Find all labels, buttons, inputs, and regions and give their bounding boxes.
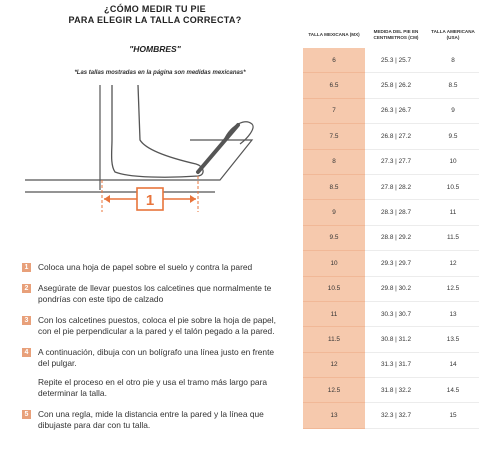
cell-mx: 12: [303, 353, 365, 378]
cell-us: 10.5: [427, 175, 479, 200]
cell-mx: 13: [303, 403, 365, 428]
step-3: [22, 315, 278, 337]
step-text: A continuación, dibuja con un bolígrafo una línea justo en frente del pulgar.: [38, 347, 275, 368]
cell-mx: 6: [303, 48, 365, 73]
cell-us: 11.5: [427, 226, 479, 251]
header-us: TALLA AMERICANA (USA): [431, 29, 475, 40]
table-row: [303, 302, 479, 327]
table-row: [303, 226, 479, 251]
step-number-badge: 2: [22, 284, 31, 293]
cell-us: 10: [427, 150, 479, 175]
cell-cm: 28.8 | 29.2: [365, 226, 427, 251]
size-table: [303, 22, 479, 429]
step-text: Con los calcetines puestos, coloca el pie sobre la hoja de papel, con el pie perpendicular a la pared y el talón pegado a la pared.: [38, 315, 276, 336]
table-row: [303, 150, 479, 175]
size-note: *Las tallas mostradas en la página son medidas mexicanas*: [74, 70, 246, 76]
leg-foot: [112, 85, 203, 177]
step-4: [22, 347, 278, 369]
cell-us: 15: [427, 403, 479, 428]
ruler-number: 1: [145, 192, 155, 209]
cell-us: 8.5: [427, 73, 479, 98]
cell-us: 9: [427, 99, 479, 124]
cell-mx: 12.5: [303, 378, 365, 403]
page-subtitle: "HOMBRES": [129, 44, 181, 54]
title-line-2: PARA ELEGIR LA TALLA CORRECTA?: [68, 15, 242, 25]
arrow-head-right: [190, 195, 196, 203]
cell-cm: 30.3 | 30.7: [365, 302, 427, 327]
cell-cm: 28.3 | 28.7: [365, 200, 427, 225]
table-row: [303, 48, 479, 73]
table-row: [303, 73, 479, 98]
step-number-badge: 4: [22, 348, 31, 357]
cell-cm: 31.8 | 32.2: [365, 378, 427, 403]
cell-mx: 9: [303, 200, 365, 225]
cell-mx: 6.5: [303, 73, 365, 98]
cell-cm: 27.3 | 27.7: [365, 150, 427, 175]
table-row: [303, 200, 479, 225]
step-1: [22, 262, 278, 273]
step-2: [22, 283, 278, 305]
cell-us: 14: [427, 353, 479, 378]
step-4-extra: Repite el proceso en el otro pie y usa el tramo más largo para determinar la talla.: [38, 377, 268, 398]
cell-cm: 26.3 | 26.7: [365, 99, 427, 124]
page-title: [60, 4, 250, 26]
cell-cm: 29.3 | 29.7: [365, 251, 427, 276]
table-row: [303, 99, 479, 124]
cell-mx: 7: [303, 99, 365, 124]
table-row: [303, 403, 479, 428]
header-cm: MEDIDA DEL PIE EN CENTIMETROS (CM): [373, 29, 419, 40]
cell-us: 13.5: [427, 327, 479, 352]
step-number-badge: 3: [22, 316, 31, 325]
table-row: [303, 353, 479, 378]
cell-cm: 32.3 | 32.7: [365, 403, 427, 428]
cell-mx: 8.5: [303, 175, 365, 200]
cell-cm: 26.8 | 27.2: [365, 124, 427, 149]
cell-cm: 27.8 | 28.2: [365, 175, 427, 200]
steps-list: [22, 262, 278, 431]
table-row: [303, 124, 479, 149]
cell-us: 8: [427, 48, 479, 73]
cell-mx: 11.5: [303, 327, 365, 352]
cell-us: 11: [427, 200, 479, 225]
cell-us: 12: [427, 251, 479, 276]
table-row: [303, 327, 479, 352]
size-table-body: [303, 48, 479, 429]
step-text: Coloca una hoja de papel sobre el suelo y contra la pared: [38, 262, 253, 272]
table-row: [303, 251, 479, 276]
arrow-head-left: [104, 195, 110, 203]
table-row: [303, 277, 479, 302]
title-line-1: ¿CÓMO MEDIR TU PIE: [104, 4, 206, 14]
cell-mx: 7.5: [303, 124, 365, 149]
step-5: [22, 409, 278, 431]
cell-mx: 8: [303, 150, 365, 175]
cell-cm: 25.3 | 25.7: [365, 48, 427, 73]
cell-mx: 10.5: [303, 277, 365, 302]
foot-measure-illustration: [20, 80, 290, 220]
cell-mx: 9.5: [303, 226, 365, 251]
size-table-header: [303, 22, 479, 48]
cell-cm: 31.3 | 31.7: [365, 353, 427, 378]
step-number-badge: 5: [22, 410, 31, 419]
cell-us: 12.5: [427, 277, 479, 302]
step-text: Con una regla, mide la distancia entre la pared y la línea que dibujaste para dar con tu talla.: [38, 409, 264, 430]
cell-us: 9.5: [427, 124, 479, 149]
step-text: Asegúrate de llevar puestos los calcetines que normalmente te pondrías con este tipo de calzado: [38, 283, 272, 304]
table-row: [303, 378, 479, 403]
header-mx: TALLA MEXICANA (MX): [308, 32, 360, 37]
cell-cm: 25.8 | 26.2: [365, 73, 427, 98]
cell-us: 13: [427, 302, 479, 327]
table-row: [303, 175, 479, 200]
cell-cm: 29.8 | 30.2: [365, 277, 427, 302]
cell-mx: 10: [303, 251, 365, 276]
step-number-badge: 1: [22, 263, 31, 272]
cell-us: 14.5: [427, 378, 479, 403]
cell-cm: 30.8 | 31.2: [365, 327, 427, 352]
cell-mx: 11: [303, 302, 365, 327]
